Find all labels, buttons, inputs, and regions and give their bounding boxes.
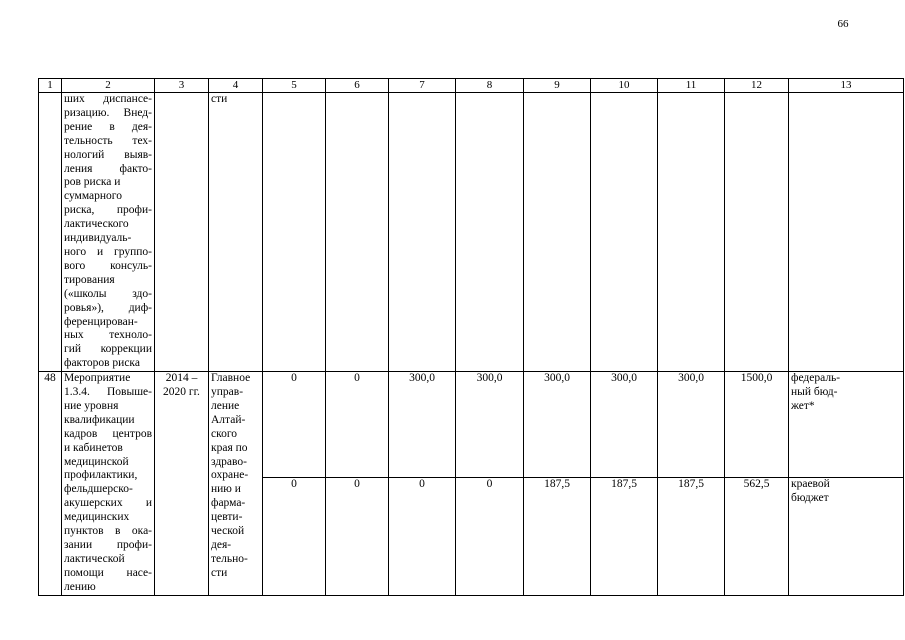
text-line: тирования	[64, 273, 115, 286]
text-line: тельно-	[211, 552, 248, 565]
empty-cell	[658, 93, 725, 372]
empty-cell	[524, 93, 591, 372]
empty-cell	[456, 93, 524, 372]
text-line: здраво-	[211, 455, 247, 468]
text-line: ризацию. Внед-	[64, 106, 152, 119]
executor-cell	[209, 372, 263, 596]
text-line: лактической	[64, 552, 125, 565]
value-2016: 300,0	[389, 372, 456, 478]
cont-num-cell	[39, 93, 62, 372]
header-cell: 13	[789, 79, 904, 93]
text-line: факторов риска	[64, 357, 140, 370]
empty-cell	[263, 93, 326, 372]
text-line: управ-	[211, 386, 244, 399]
value-2020: 187,5	[658, 477, 725, 595]
header-cell: 4	[209, 79, 263, 93]
text-line: ления факто-	[64, 162, 152, 175]
text-line: дея-	[211, 539, 232, 551]
header-cell: 12	[725, 79, 789, 93]
text-line: краевой	[791, 477, 830, 490]
empty-cell	[326, 93, 389, 372]
text-line: квалификации	[64, 413, 135, 426]
cont-description-cell	[62, 93, 155, 372]
text-line: 2020 гг.	[163, 386, 200, 399]
value-2015: 0	[326, 372, 389, 478]
text-line: цевти-	[211, 511, 243, 524]
value-2015: 0	[326, 477, 389, 595]
text-line: профилактики,	[64, 469, 138, 482]
value-total: 562,5	[725, 477, 789, 595]
text-line: вого консуль-	[64, 259, 152, 272]
text-line: Мероприятие	[64, 372, 131, 385]
text-line: медицинских	[64, 511, 130, 524]
row-number: 48	[39, 372, 62, 596]
text-line: ров риска и	[64, 176, 121, 189]
text-line: ровья»), диф-	[64, 301, 152, 314]
text-line: жет*	[791, 399, 815, 412]
value-2014: 0	[263, 372, 326, 478]
measure-description	[62, 372, 155, 596]
funding-source	[789, 477, 904, 595]
header-cell: 10	[591, 79, 658, 93]
empty-cell	[789, 93, 904, 372]
row-48-federal	[39, 372, 904, 478]
text-line: ных техноло-	[64, 329, 152, 342]
text-line: лению	[64, 580, 96, 593]
header-row	[39, 79, 904, 93]
text-line: федераль-	[791, 372, 841, 385]
text-line: бюджет	[791, 491, 829, 504]
value-2017: 300,0	[456, 372, 524, 478]
header-cell: 8	[456, 79, 524, 93]
header-cell: 3	[155, 79, 209, 93]
value-2020: 300,0	[658, 372, 725, 478]
text-line: нологий выяв-	[64, 148, 152, 161]
value-2019: 300,0	[591, 372, 658, 478]
text-line: фарма-	[211, 497, 246, 510]
text-line: зании профи-	[64, 539, 152, 551]
text-line: тельность тех-	[64, 134, 152, 147]
text-line: («школы здо-	[64, 287, 152, 300]
header-cell: 6	[326, 79, 389, 93]
text-line: пунктов в ока-	[64, 525, 152, 538]
text-line: ческой	[211, 525, 245, 538]
text-line: медицинской	[64, 455, 129, 468]
header-cell: 5	[263, 79, 326, 93]
cont-period-cell	[155, 93, 209, 372]
text-line: ших диспансе-	[64, 93, 152, 105]
text-line: ского	[211, 427, 238, 440]
empty-cell	[725, 93, 789, 372]
text-line: Главное	[211, 372, 251, 385]
header-cell: 11	[658, 79, 725, 93]
text-line: ференцирован-	[64, 315, 138, 328]
empty-cell	[591, 93, 658, 372]
header-cell: 7	[389, 79, 456, 93]
program-table	[38, 78, 904, 596]
text-line: помощи насе-	[64, 566, 152, 579]
text-line: риска, профи-	[64, 204, 152, 217]
value-2014: 0	[263, 477, 326, 595]
text-line: и кабинетов	[64, 441, 123, 454]
continuation-row	[39, 93, 904, 372]
text-line: кадров центров	[64, 427, 152, 440]
text-line: нию и	[211, 483, 241, 496]
value-2017: 0	[456, 477, 524, 595]
value-2018: 300,0	[524, 372, 591, 478]
text-line: Алтай-	[211, 413, 246, 426]
text-line: ление	[211, 399, 240, 412]
value-2018: 187,5	[524, 477, 591, 595]
text-line: суммарного	[64, 190, 122, 203]
text-line: края по	[211, 441, 248, 454]
text-line: сти	[211, 566, 228, 579]
text-line: ный бюд-	[791, 386, 838, 399]
funding-source	[789, 372, 904, 478]
text-line: индивидуаль-	[64, 232, 132, 245]
header-cell: 9	[524, 79, 591, 93]
page-number: 66	[837, 18, 849, 30]
text-line: акушерских и	[64, 497, 152, 510]
text-line: ного и группо-	[64, 245, 152, 258]
text-line: сти	[211, 93, 228, 105]
header-cell: 1	[39, 79, 62, 93]
value-2019: 187,5	[591, 477, 658, 595]
cont-executor-cell	[209, 93, 263, 372]
empty-cell	[389, 93, 456, 372]
text-line: ние уровня	[64, 399, 119, 412]
value-2016: 0	[389, 477, 456, 595]
text-line: лактического	[64, 218, 129, 231]
period-cell	[155, 372, 209, 596]
text-line: рение в дея-	[64, 120, 152, 133]
text-line: фельдшерско-	[64, 483, 133, 496]
text-line: 1.3.4. Повыше-	[64, 386, 152, 399]
text-line: охране-	[211, 469, 249, 482]
text-line: 2014 –	[165, 372, 198, 385]
header-cell: 2	[62, 79, 155, 93]
text-line: гий коррекции	[64, 343, 152, 356]
value-total: 1500,0	[725, 372, 789, 478]
